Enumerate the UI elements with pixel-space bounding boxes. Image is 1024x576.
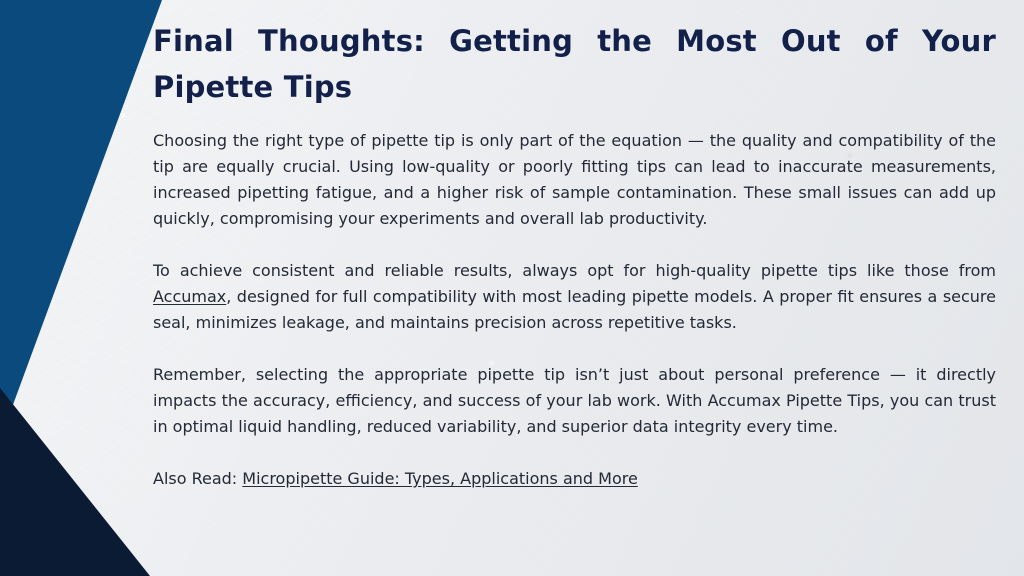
page-title-line-2: Pipette Tips bbox=[153, 70, 353, 104]
micropipette-guide-link[interactable]: Micropipette Guide: Types, Applications and More bbox=[242, 469, 638, 488]
also-read-label: Also Read: bbox=[153, 469, 243, 488]
accumax-link[interactable]: Accumax bbox=[153, 287, 227, 306]
paragraph-2 bbox=[153, 258, 996, 336]
navy-band-shape bbox=[0, 388, 150, 576]
also-read bbox=[153, 466, 996, 492]
paragraph-2-text-before-link: To achieve consistent and reliable results, always opt for high-quality pipette tips like those from bbox=[153, 261, 996, 280]
page-title-line-1: Final Thoughts: Getting the Most Out of Your bbox=[153, 24, 996, 58]
paragraph-2-text-after-link: , designed for full compatibility with most leading pipette models. A proper fit ensures a secure seal, minimizes leakage, and maintains precision across repetitive tasks. bbox=[153, 287, 996, 332]
content-section bbox=[153, 18, 996, 492]
paragraph-1: Choosing the right type of pipette tip is only part of the equation — the quality and compatibility of the tip are equally crucial. Using low-quality or poorly fitting tips can lead to inaccurate measurements, increased pipetting fatigue, and a higher risk of sample contamination. These small issues can add up quickly, compromising your experiments and overall lab productivity. bbox=[153, 131, 996, 228]
page-title bbox=[153, 18, 996, 110]
blue-band-shape bbox=[0, 0, 162, 440]
paragraph-3: Remember, selecting the appropriate pipette tip isn’t just about personal preference — it directly impacts the accuracy, efficiency, and success of your lab work. With Accumax Pipette Tips, you can trust in optimal liquid handling, reduced variability, and superior data integrity every time. bbox=[153, 365, 996, 436]
